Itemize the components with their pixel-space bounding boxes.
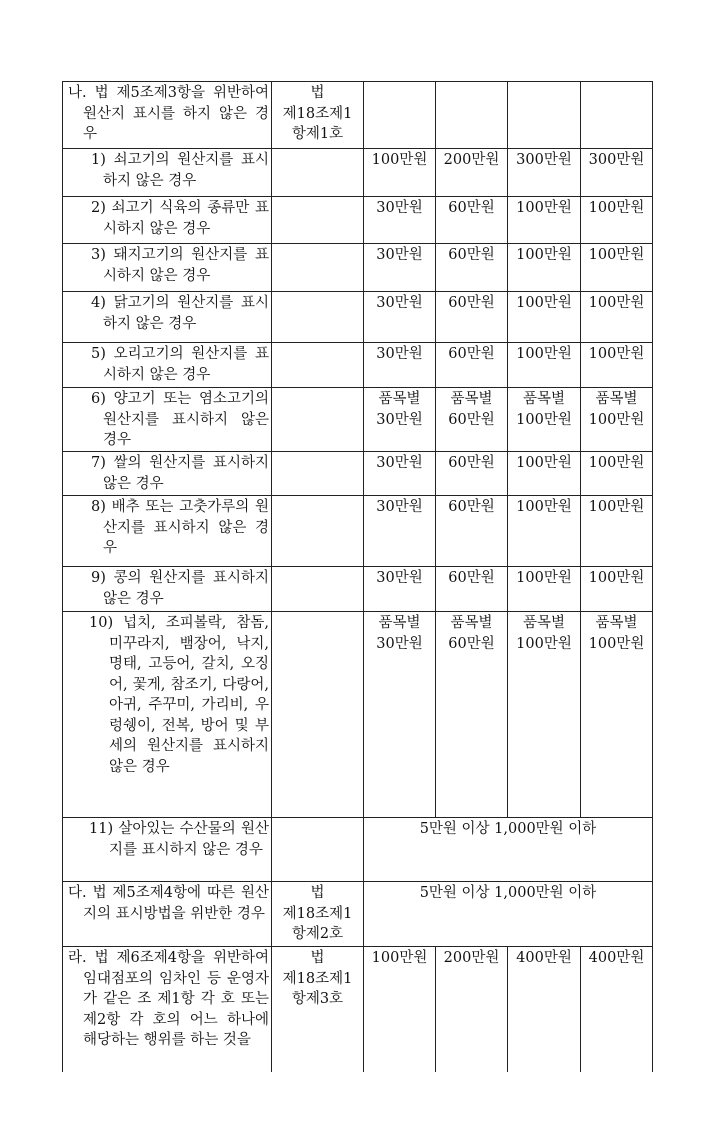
- violation-description: 9) 콩의 원산지를 표시하지 않은 경우: [63, 567, 272, 612]
- legal-basis: 법 제18조제1 항제3호: [272, 947, 364, 1072]
- table-row: [63, 82, 653, 149]
- table-row: [63, 388, 653, 452]
- fine-first: 품목별 30만원: [364, 612, 436, 818]
- violation-description: 라. 법 제6조제4항을 위반하여 임대점포의 임차인 등 운영자가 같은 조 제1항 각 호 또는 제2항 각 호의 어느 하나에 해당하는 행위를 하는 것을: [63, 947, 272, 1072]
- violation-description: 7) 쌀의 원산지를 표시하지 않은 경우: [63, 452, 272, 496]
- fine-second: 60만원: [436, 496, 508, 567]
- legal-basis: [272, 452, 364, 496]
- table-row: [63, 496, 653, 567]
- fine-first: 30만원: [364, 197, 436, 244]
- legal-basis: [272, 343, 364, 388]
- violation-description: 10) 넙치, 조피볼락, 참돔, 미꾸라지, 뱀장어, 낙지, 명태, 고등어, 갈치, 오징어, 꽃게, 참조기, 다랑어, 아귀, 주꾸미, 가리비, 우렁쉥이, 전복, 방어 및 부세의 원산지를 표시하지 않은 경우: [63, 612, 272, 818]
- fine-second: 60만원: [436, 244, 508, 292]
- legal-basis: 법 제18조제1 항제2호: [272, 882, 364, 947]
- fine-third: [508, 82, 581, 149]
- fine-fourth: 100만원: [581, 343, 653, 388]
- fine-second: 60만원: [436, 452, 508, 496]
- table-row: [63, 292, 653, 343]
- fine-third: 400만원: [508, 947, 581, 1072]
- fine-third: 100만원: [508, 452, 581, 496]
- fine-fourth: 300만원: [581, 149, 653, 197]
- table-row: [63, 818, 653, 882]
- violation-description: 나. 법 제5조제3항을 위반하여 원산지 표시를 하지 않은 경우: [63, 82, 272, 149]
- legal-basis: [272, 567, 364, 612]
- fine-third: 100만원: [508, 292, 581, 343]
- violation-description: 1) 쇠고기의 원산지를 표시하지 않은 경우: [63, 149, 272, 197]
- fine-second: 60만원: [436, 292, 508, 343]
- fine-third: 100만원: [508, 197, 581, 244]
- fine-second: [436, 82, 508, 149]
- fine-first: 100만원: [364, 149, 436, 197]
- fine-second: 60만원: [436, 197, 508, 244]
- legal-basis: [272, 149, 364, 197]
- fine-second: 200만원: [436, 947, 508, 1072]
- fine-fourth: 품목별 100만원: [581, 388, 653, 452]
- table-row: [63, 882, 653, 947]
- table-row: [63, 567, 653, 612]
- fine-third: 100만원: [508, 567, 581, 612]
- fine-second: 60만원: [436, 343, 508, 388]
- fine-fourth: 100만원: [581, 292, 653, 343]
- violation-description: 3) 돼지고기의 원산지를 표시하지 않은 경우: [63, 244, 272, 292]
- fine-fourth: 100만원: [581, 496, 653, 567]
- table-row: [63, 149, 653, 197]
- fine-fourth: 100만원: [581, 567, 653, 612]
- violation-description: 다. 법 제5조제4항에 따른 원산지의 표시방법을 위반한 경우: [63, 882, 272, 947]
- fine-first: 30만원: [364, 452, 436, 496]
- violation-description: 5) 오리고기의 원산지를 표시하지 않은 경우: [63, 343, 272, 388]
- legal-basis: [272, 496, 364, 567]
- table-row: [63, 343, 653, 388]
- fine-third: 100만원: [508, 496, 581, 567]
- fine-first: 30만원: [364, 343, 436, 388]
- fine-second: 60만원: [436, 567, 508, 612]
- legal-basis: [272, 612, 364, 818]
- fine-first: 30만원: [364, 567, 436, 612]
- table-row: [63, 452, 653, 496]
- fine-fourth: 100만원: [581, 244, 653, 292]
- fine-second: 품목별 60만원: [436, 388, 508, 452]
- fine-third: 300만원: [508, 149, 581, 197]
- fine-fourth: [581, 82, 653, 149]
- fine-fourth: 400만원: [581, 947, 653, 1072]
- fine-first: 품목별 30만원: [364, 388, 436, 452]
- fine-first: 30만원: [364, 496, 436, 567]
- violation-description: 4) 닭고기의 원산지를 표시하지 않은 경우: [63, 292, 272, 343]
- fine-first: [364, 82, 436, 149]
- legal-basis: [272, 388, 364, 452]
- violation-description: 11) 살아있는 수산물의 원산지를 표시하지 않은 경우: [63, 818, 272, 882]
- fine-fourth: 100만원: [581, 197, 653, 244]
- fine-range: 5만원 이상 1,000만원 이하: [364, 818, 653, 882]
- fine-third: 100만원: [508, 343, 581, 388]
- fine-second: 품목별 60만원: [436, 612, 508, 818]
- violation-description: 6) 양고기 또는 염소고기의 원산지를 표시하지 않은 경우: [63, 388, 272, 452]
- legal-basis: [272, 244, 364, 292]
- fine-first: 30만원: [364, 244, 436, 292]
- table-row: [63, 947, 653, 1072]
- penalty-table: [62, 81, 653, 1072]
- legal-basis: [272, 818, 364, 882]
- table-row: [63, 244, 653, 292]
- fine-first: 30만원: [364, 292, 436, 343]
- fine-second: 200만원: [436, 149, 508, 197]
- fine-fourth: 100만원: [581, 452, 653, 496]
- table-row: [63, 197, 653, 244]
- fine-fourth: 품목별 100만원: [581, 612, 653, 818]
- fine-third: 품목별 100만원: [508, 388, 581, 452]
- fine-range: 5만원 이상 1,000만원 이하: [364, 882, 653, 947]
- legal-basis: [272, 292, 364, 343]
- violation-description: 2) 쇠고기 식육의 종류만 표시하지 않은 경우: [63, 197, 272, 244]
- fine-third: 100만원: [508, 244, 581, 292]
- table-row: [63, 612, 653, 818]
- legal-basis: 법 제18조제1 항제1호: [272, 82, 364, 149]
- fine-first: 100만원: [364, 947, 436, 1072]
- legal-basis: [272, 197, 364, 244]
- fine-third: 품목별 100만원: [508, 612, 581, 818]
- violation-description: 8) 배추 또는 고춧가루의 원산지를 표시하지 않은 경우: [63, 496, 272, 567]
